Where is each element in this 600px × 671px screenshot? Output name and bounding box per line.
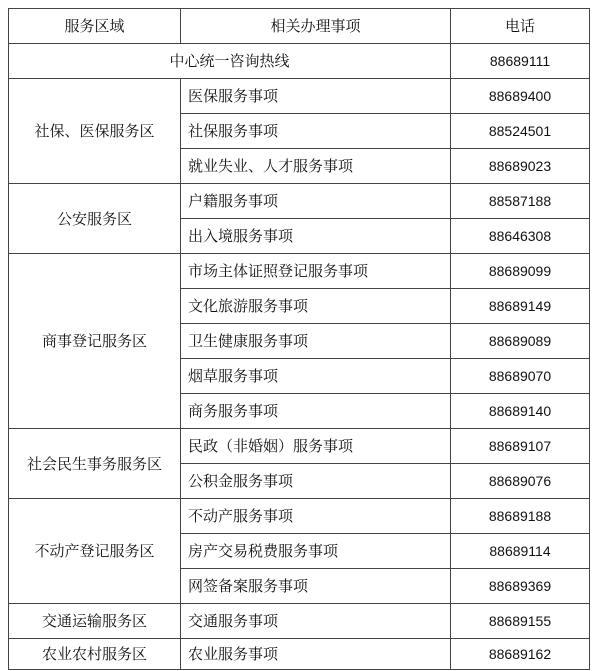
- hotline-phone: 88689111: [451, 44, 590, 79]
- phone-number-cell: 88689089: [451, 324, 590, 359]
- phone-number-cell: 88689107: [451, 429, 590, 464]
- service-area-cell: 社会民生事务服务区: [9, 429, 181, 499]
- service-matter-cell: 农业服务事项: [181, 639, 451, 670]
- table-row: [9, 639, 590, 670]
- phone-number-cell: 88689400: [451, 79, 590, 114]
- phone-number-cell: 88689076: [451, 464, 590, 499]
- service-matter-cell: 市场主体证照登记服务事项: [181, 254, 451, 289]
- phone-number-cell: 88689023: [451, 149, 590, 184]
- header-phone: 电话: [451, 9, 590, 44]
- service-area-cell: 农业农村服务区: [9, 639, 181, 670]
- service-matter-cell: 公积金服务事项: [181, 464, 451, 499]
- phone-number-cell: 88689099: [451, 254, 590, 289]
- service-matter-cell: 房产交易税费服务事项: [181, 534, 451, 569]
- phone-number-cell: 88689162: [451, 639, 590, 670]
- hotline-label: 中心统一咨询热线: [9, 44, 451, 79]
- phone-number-cell: 88587188: [451, 184, 590, 219]
- phone-number-cell: 88689070: [451, 359, 590, 394]
- service-matter-cell: 出入境服务事项: [181, 219, 451, 254]
- service-matter-cell: 就业失业、人才服务事项: [181, 149, 451, 184]
- service-matter-cell: 网签备案服务事项: [181, 569, 451, 604]
- phone-number-cell: 88646308: [451, 219, 590, 254]
- service-matter-cell: 文化旅游服务事项: [181, 289, 451, 324]
- service-matter-cell: 民政（非婚姻）服务事项: [181, 429, 451, 464]
- service-matter-cell: 商务服务事项: [181, 394, 451, 429]
- service-area-cell: 交通运输服务区: [9, 604, 181, 639]
- table-row: [9, 499, 590, 534]
- service-matter-cell: 户籍服务事项: [181, 184, 451, 219]
- service-area-cell: 公安服务区: [9, 184, 181, 254]
- service-matter-cell: 烟草服务事项: [181, 359, 451, 394]
- table-row: [9, 254, 590, 289]
- service-area-cell: 社保、医保服务区: [9, 79, 181, 184]
- phone-number-cell: 88689369: [451, 569, 590, 604]
- table-row: [9, 604, 590, 639]
- service-matter-cell: 不动产服务事项: [181, 499, 451, 534]
- table-body: [9, 44, 590, 670]
- phone-number-cell: 88524501: [451, 114, 590, 149]
- phone-number-cell: 88689149: [451, 289, 590, 324]
- table-row: [9, 79, 590, 114]
- table-row: [9, 429, 590, 464]
- phone-number-cell: 88689155: [451, 604, 590, 639]
- header-matter: 相关办理事项: [181, 9, 451, 44]
- phone-number-cell: 88689114: [451, 534, 590, 569]
- hotline-row: [9, 44, 590, 79]
- service-matter-cell: 卫生健康服务事项: [181, 324, 451, 359]
- service-matter-cell: 社保服务事项: [181, 114, 451, 149]
- service-matter-cell: 医保服务事项: [181, 79, 451, 114]
- service-area-cell: 不动产登记服务区: [9, 499, 181, 604]
- service-contact-table: [8, 8, 590, 670]
- table-row: [9, 184, 590, 219]
- header-area: 服务区域: [9, 9, 181, 44]
- service-matter-cell: 交通服务事项: [181, 604, 451, 639]
- phone-number-cell: 88689188: [451, 499, 590, 534]
- phone-number-cell: 88689140: [451, 394, 590, 429]
- service-area-cell: 商事登记服务区: [9, 254, 181, 429]
- header-row: [9, 9, 590, 44]
